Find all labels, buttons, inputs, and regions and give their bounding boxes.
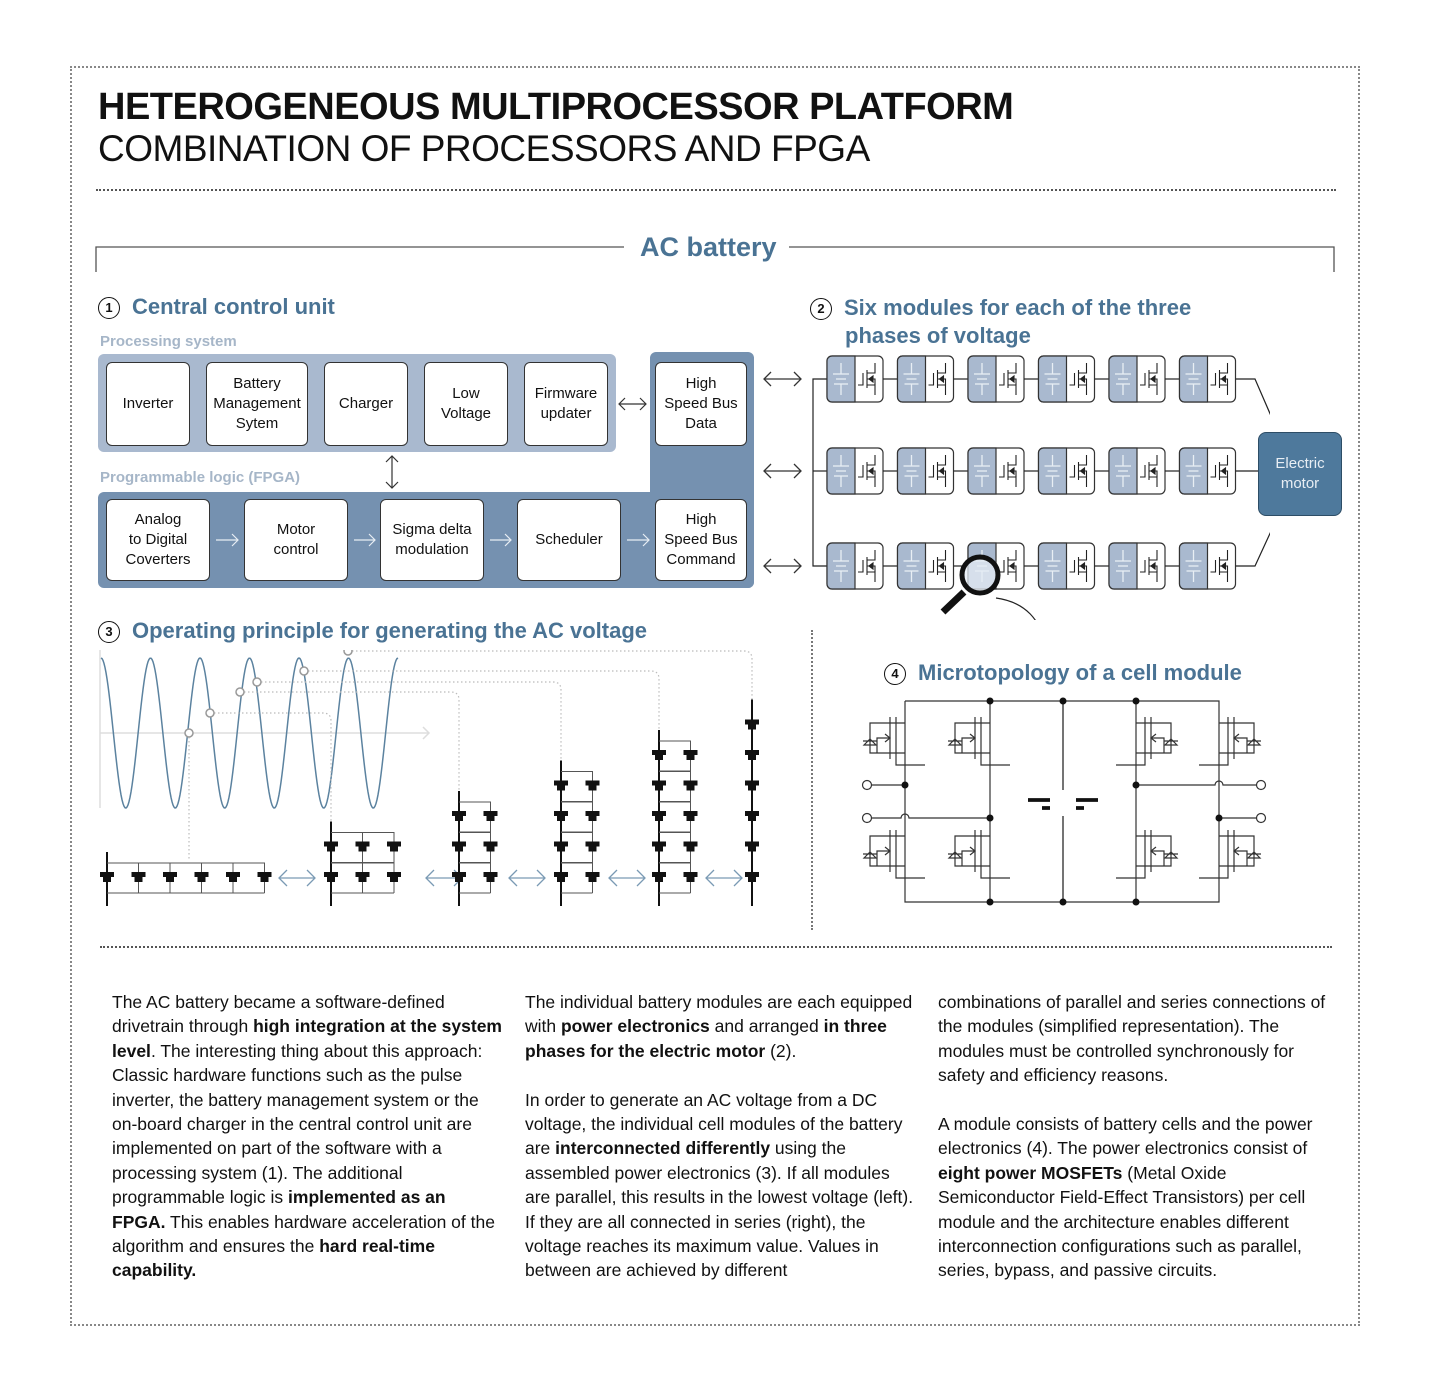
mosfet (1116, 830, 1178, 878)
cell-symbol (745, 872, 759, 882)
body-paragraph (938, 990, 1328, 1088)
box-scheduler: Scheduler (517, 499, 621, 581)
phase-bus-line (813, 379, 827, 566)
cell-symbol (684, 750, 698, 760)
mosfet (948, 830, 1010, 878)
config-transition-arrow (609, 870, 645, 886)
cell-symbol (163, 872, 177, 882)
section3-heading (98, 618, 647, 644)
body-text-bold: hard real-time capability. (112, 1236, 435, 1281)
cell-module (1039, 448, 1095, 494)
parallel-link (459, 863, 491, 893)
cell-symbol (452, 872, 466, 882)
sample-guide (257, 682, 561, 761)
cell-module (1039, 356, 1095, 402)
parallel-link (659, 802, 691, 832)
cell-module (1109, 356, 1165, 402)
cell-symbol (387, 842, 401, 852)
section3-number: 3 (98, 621, 120, 643)
sample-guide (210, 713, 331, 822)
box-firmware-updater: Firmware updater (524, 362, 608, 446)
box-battery-management: Battery Management Sytem (206, 362, 308, 446)
cell-module (968, 356, 1024, 402)
body-paragraph (938, 1112, 1328, 1283)
cell-symbol (586, 872, 600, 882)
section4-title: Microtopology of a cell module (918, 660, 1242, 685)
cell-symbol (226, 872, 240, 882)
phase-row (827, 448, 1236, 494)
cell-symbol (132, 872, 146, 882)
section2-title-line1: Six modules for each of the three (844, 295, 1192, 320)
cell-symbol (745, 720, 759, 730)
parallel-link (459, 833, 491, 863)
section1-arrows (0, 0, 820, 600)
parallel-link (561, 802, 593, 832)
cell-symbol (356, 842, 370, 852)
mosfet (948, 717, 1010, 765)
junction-dot (987, 899, 994, 906)
cell-symbol (452, 811, 466, 821)
box-bus-data: High Speed Bus Data (655, 362, 747, 446)
cell-symbol (484, 811, 498, 821)
body-paragraph (525, 990, 915, 1063)
cell-symbol (684, 842, 698, 852)
sample-point (253, 678, 261, 686)
cell-symbol (387, 872, 401, 882)
cell-symbol (356, 872, 370, 882)
cell-symbol (684, 811, 698, 821)
parallel-link (459, 802, 491, 832)
cell-module (898, 543, 954, 589)
section2-title-line2: phases of voltage (845, 323, 1031, 348)
sample-point (300, 667, 308, 675)
cell-symbol (258, 872, 272, 882)
body-text: . The interesting thing about this approach: Classic hardware functions such as the pulse inverter, the battery management system or the on-board charger in the central control unit are implemented on part of the software with a processing system (1). The additional programmable logic is (112, 1040, 483, 1208)
mosfet (863, 717, 925, 765)
box-bus-command: High Speed Bus Command (655, 499, 747, 581)
cell-module (898, 356, 954, 402)
body-text-bold: implemented as an FPGA. (112, 1187, 446, 1232)
box-adc: Analog to Digital Coverters (106, 499, 210, 581)
cell-symbol (684, 781, 698, 791)
cell-module (1039, 543, 1095, 589)
processing-system-label: Processing system (100, 333, 237, 350)
section4-heading (884, 660, 1242, 686)
sample-point (344, 650, 352, 655)
page-title: HETEROGENEOUS MULTIPROCESSOR PLATFORM (98, 86, 1014, 128)
body-text-bold: in three phases for the electric motor (525, 1016, 887, 1061)
section4-number: 4 (884, 663, 906, 685)
cell-symbol (586, 811, 600, 821)
ac-voltage-diagram (96, 650, 776, 920)
body-paragraph (525, 1088, 915, 1283)
section1-number: 1 (98, 297, 120, 319)
cell-symbol (745, 811, 759, 821)
parallel-link (659, 741, 691, 771)
mosfet (1116, 717, 1178, 765)
junction-dot (1133, 698, 1140, 705)
cell-symbol (745, 750, 759, 760)
cell-module (898, 448, 954, 494)
junction-dot (1060, 698, 1067, 705)
sample-point (185, 729, 193, 737)
section1-title: Central control unit (132, 294, 335, 319)
parallel-link (659, 833, 691, 863)
fpga-label: Programmable logic (FPGA) (100, 469, 301, 486)
box-motor-control: Motor control (244, 499, 348, 581)
cell-symbol (586, 781, 600, 791)
cell-symbol (324, 842, 338, 852)
arrow-ps-fpga (386, 456, 398, 488)
terminal-node (1257, 781, 1266, 790)
parallel-link (561, 863, 593, 893)
body-text: (2). (765, 1040, 797, 1061)
parallel-link (233, 863, 265, 893)
body-column-3 (938, 990, 1328, 1307)
terminal-node (1257, 814, 1266, 823)
parallel-link (107, 863, 139, 893)
cell-module (1109, 543, 1165, 589)
configuration-6 (344, 650, 759, 906)
cell-module (1180, 543, 1236, 589)
phase-row (827, 543, 1236, 589)
cell-symbol (484, 872, 498, 882)
body-text-bold: high integration at the system level (112, 1016, 502, 1061)
cell-symbol (745, 781, 759, 791)
parallel-link (561, 772, 593, 802)
terminal-node (863, 814, 872, 823)
parallel-link (561, 833, 593, 863)
body-divider (100, 946, 1332, 948)
body-text: In order to generate an AC voltage from a DC voltage, the individual cell modules of the battery are (525, 1089, 903, 1159)
parallel-link (363, 833, 395, 863)
body-text: (Metal Oxide Semiconductor Field-Effect Transistors) per cell module and the architecture enables different interconnection configurations such as parallel, series, bypass, and passive circuits. (938, 1162, 1306, 1281)
battery-gap (1050, 790, 1076, 816)
mosfet (1199, 717, 1261, 765)
cell-symbol (484, 842, 498, 852)
configuration-4 (253, 678, 600, 906)
cell-symbol (652, 811, 666, 821)
cell-symbol (554, 811, 568, 821)
body-text-bold: eight power MOSFETs (938, 1162, 1123, 1183)
box-inverter: Inverter (106, 362, 190, 446)
body-text: The individual battery modules are each equipped with (525, 992, 913, 1037)
cell-module (827, 448, 883, 494)
cell-module (827, 356, 883, 402)
body-column-2 (525, 990, 915, 1307)
body-text: This enables hardware acceleration of the algorithm and ensures the (112, 1211, 495, 1257)
cell-symbol (554, 842, 568, 852)
cell-symbol (324, 872, 338, 882)
bus-to-phase-arrows (764, 372, 801, 573)
mosfet (863, 830, 925, 878)
junction-dot (902, 782, 909, 789)
junction-dot (987, 698, 994, 705)
parallel-link (331, 863, 363, 893)
box-sigma-delta: Sigma delta modulation (380, 499, 484, 581)
body-text: using the assembled power electronics (3). If all modules are parallel, this results in the lowest voltage (left). If they are all connected in series (right), the voltage reaches its maximum value. Values in between are achieved by different (525, 1138, 914, 1281)
body-text: combinations of parallel and series connections of the modules (simplified representation). The modules must be controlled synchronously for safety and efficiency reasons. (938, 992, 1326, 1086)
junction-dot (1216, 815, 1223, 822)
body-text-bold: interconnected differently (555, 1138, 771, 1159)
cell-symbol (745, 842, 759, 852)
config-transition-arrow (279, 870, 315, 886)
microtopology-circuit (855, 690, 1275, 915)
terminal-node (863, 781, 872, 790)
section-divider-vertical (811, 630, 813, 930)
parallel-link (139, 863, 171, 893)
cell-symbol (652, 750, 666, 760)
sample-point (206, 709, 214, 717)
parallel-link (659, 863, 691, 893)
phase-modules (800, 340, 1270, 620)
body-text: The AC battery became a software-defined drivetrain through (112, 992, 445, 1037)
body-paragraph (112, 990, 502, 1283)
cell-module (1180, 356, 1236, 402)
config-transition-arrow (509, 870, 545, 886)
cell-symbol (452, 842, 466, 852)
cell-symbol (652, 842, 666, 852)
cell-symbol (652, 781, 666, 791)
ac-battery-heading: AC battery (640, 232, 777, 262)
body-text-bold: power electronics (560, 1016, 710, 1037)
config-transition-arrow (706, 870, 742, 886)
cell-module (968, 448, 1024, 494)
cell-module (1180, 448, 1236, 494)
section3-title: Operating principle for generating the AC voltage (132, 618, 648, 643)
parallel-link (363, 863, 395, 893)
cell-symbol (586, 842, 600, 852)
junction-dot (1133, 899, 1140, 906)
cell-symbol (100, 872, 114, 882)
body-text: and arranged (709, 1016, 824, 1037)
mosfet (1199, 830, 1261, 878)
box-low-voltage: Low Voltage (424, 362, 508, 446)
arrow-firmware-bus (619, 398, 646, 410)
sample-guide (240, 692, 459, 791)
body-column-1 (112, 990, 502, 1307)
body-text: A module consists of battery cells and the power electronics (4). The power electronics consist of (938, 1114, 1313, 1159)
section2-number: 2 (810, 298, 832, 320)
parallel-link (202, 863, 234, 893)
cell-symbol (195, 872, 209, 882)
cell-module (1109, 448, 1165, 494)
junction-dot (1133, 782, 1140, 789)
cell-symbol (684, 872, 698, 882)
cell-symbol (652, 872, 666, 882)
cell-symbol (554, 872, 568, 882)
sample-point (236, 688, 244, 696)
page-subtitle: COMBINATION OF PROCESSORS AND FPGA (98, 128, 870, 169)
box-charger: Charger (324, 362, 408, 446)
fpga-flow-arrows (216, 534, 649, 546)
zoom-arrow (996, 598, 1045, 620)
junction-dot (987, 815, 994, 822)
phase-row (827, 356, 1236, 402)
parallel-link (170, 863, 202, 893)
cell-module (827, 543, 883, 589)
electric-motor: Electric motor (1258, 432, 1342, 516)
cell-symbol (554, 781, 568, 791)
junction-dot (1060, 899, 1067, 906)
parallel-link (659, 772, 691, 802)
parallel-link (331, 833, 363, 863)
